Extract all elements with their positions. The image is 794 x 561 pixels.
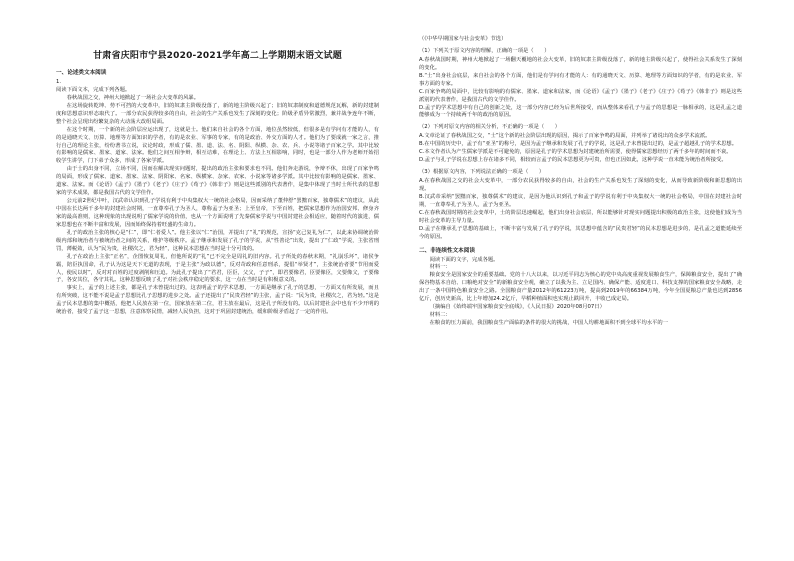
paragraph: 公元前2世纪中叶，汉武帝认识到孔子学说有利于中央集权大一统的社会格局，因而采纳了董仲舒“罢黜百家，独尊儒术”的建议，从此中国在长达两千多年的封建社会时期，一直尊奉孔子为圣人，尊称孟子为亚圣；上至皇帝，下至百姓，把儒家思想作为治国安邦、修身齐家的最高准则，这种现象的出现说明了儒家学说的价值，也从一个方面说明了先秦儒家学说与中国封建社会相适应，随着时代的演进，儒家思想也在不断丰富和发展，因而始终保持着旺盛的生命力。 [56,198,379,228]
option-a: A.在春秋战国之交的社会大变革中，一部分农民获得较多的自由，社会的生产关系也发生了深刻的变化，从而导致新阶级和新思想的出现。 [419,178,742,192]
paragraph: 孔子在政治上主张“正名”，企图恢复周礼，但他所说的“礼”已不完全是周礼的旧内容。孔子所处的春秋末期，“礼崩乐坏”，诸侯争霸，陪臣执国命，孔子认为这是天下无道的表现，于是主张“为政以德”，反对苛政和任意刑杀，提倡“举贤才”，主张统治者要“节用而爱人，使民以时”，反对对百姓的过度剥削和压迫。为此孔子提出了“君君，臣臣，父父，子子”，即君要像君，臣要像臣，父要像父，子要像子，各安其位，各守其礼。这种思想反映了孔子对社会秩序稳定的要求，这一点在当时是有积极意义的。 [56,253,379,284]
question-3: （3）根据原文内容，下列说法正确的一项是（ ） [419,169,545,176]
material-label: 材料一： [429,264,451,271]
paragraph: 粮食安全是国家安全的重要基础。党的十八大以来，以习近平同志为核心的党中央高度重视发展粮食生产，保障粮食安全，提出了“确保谷物基本自给、口粮绝对安全”的新粮食安全观，确立了以我为主、立足国内、确保产能、适度进口、科技支撑的国家粮食安全战略，走出了一条中国特色粮食安全之路。全国粮食产量2012年的61223万吨，提高到2019年的66384万吨，今年全国夏粮总产量也达到2856亿斤，创历史新高，比上年增加24.2亿斤，早稻种植面积也实现止跌回升，丰收已成定局。 [419,272,742,303]
paragraph: 事实上，孟子的上述主张，都是孔子未曾提出过的，这表明孟子的学术思想，一方面是继承了孔子的思想，一方面又有所发展，而且有所突破，这不能不说是孟子思想比孔子思想的进步之处。孟子还提出了“民贵君轻”的主张，孟子说：“民为贵，社稷次之，君为轻。”这是孟子民本思想的集中概括，他把人民放在第一位，国家放在第二位，君主放在最后，这是孔子所没有的。以后封建社会中也有不少开明的统治者，接受了孟子这一思想，注意体察民情，减轻人民负担，这对于巩固封建统治，缓和阶级矛盾起了一定的作用。 [56,285,379,316]
option-b: B.汉武帝采纳“罢黜百家，独尊儒术”的建议，是因为他认识到孔子和孟子的学说有利于中央集权大一统的社会格局，中国在封建社会时期，一直尊奉孔子为圣人，孟子为亚圣。 [419,193,742,208]
option-c: C.在春秋战国时期的社会变革中，士的阶层迅速崛起，他们出身社会底层，所以能够针对现实问题提出积极的政治主张，这使他们成为当时社会变革的主导力量。 [419,209,742,224]
instruction: 阅读下面的文字，完成各题。 [429,256,499,263]
question-number: 1. [56,79,62,85]
paragraph: 在这个时期，一个新的社会阶层应运出现了，这就是士。他们来自社会的各个方面，地位虽然较低，但很多是有学问有才能的人，有的是通晓天文、历算、地理等方面知识的学者，有的是农业、军事的专家，有的是政治、外交方面的人才。他们为了要成就一家之言，推行自己的理论主张，纷纷著书立说，议论时政，形成了儒、墨、道、法、名、阴阳、纵横、杂、农、兵、小说等诸子百家之学。其中比较有影响的是儒家、墨家、道家、法家。他们之间互相争辩，相互诘难，在理论上、方法上互相影响，同时，也是一部分人作为老师开始招收学生讲学，门下弟子众多，形成了各家学派。 [56,126,379,165]
section-heading-1: 一、论述类文本阅读 [56,70,107,76]
source-citation: （《中华早期国家与社会变革》节选） [419,36,507,42]
paragraph: 在粮食的压力面前，我国粮食生产面临的条件的很大的挑战，中国人均耕地面积不到全球平均水平的一 [429,320,668,326]
source-citation: （摘编自《始终端牢国家粮食安全底线》，《人民日报》2020年08月07日） [429,304,605,311]
option-d: D.孟子在继承孔子思想的基础上，不断丰富与发展了孔子的学说，其思想中蕴含的“民贵君轻”的民本思想是进步的，是孔孟之道能延续至今的原因。 [419,225,742,240]
question-1: （1）下列关于原文内容的理解，正确的一项是（ ） [419,47,550,54]
option-a: A.春秋战国时期，神州大地掀起了一场翻天覆地的社会大变革，旧的奴隶主阶级没落了，新的地主阶级兴起了，使得社会关系发生了深刻的变化。 [419,56,742,71]
material-label: 材料二： [429,312,451,319]
section-heading-2: 二、非连续性文本阅读 [419,247,475,254]
paragraph: 在这场旋转乾坤、势不可挡的大变革中，旧的奴隶主阶级没落了，新的地主阶级兴起了；旧的奴隶制度和道德规范瓦解，新的封建制度和思想意识形态取代了。一部分农民获得较多的自由，社会的生产关系也发生了深刻的变化；阶级矛盾异常激烈，兼并战争连年不断，整个社会呈现出纷繁复杂的大动荡大改组局面。 [56,102,379,125]
option-c: C.本文作者认为产生儒家学派是不可避免的，原因是孔子的学术思想为封建统治所需要，使得儒家思想经历了两千多年的时间而不衰。 [419,149,732,156]
paragraph: 孔子的政治主张的核心是“仁”，即“仁者爱人”。他主张以“仁”治国，并提出了“礼”的规范，宣扬“克己复礼为仁”，以此来协调统治阶级内部和统治者与被统治者之间的关系，维护等级秩序。孟子继承和发展了孔子的学说，从“性善论”出发，提出了“仁政”学说，主张省刑罚，薄税敛，认为“民为贵，社稷次之，君为轻”，这种民本思想在当时是十分可贵的。 [56,229,379,252]
page-title: 甘肃省庆阳市宁县2020-2021学年高二上学期期末语文试题 [93,51,342,61]
question-2: （2）下列对原文内容的相关分析，不正确的一项是（ ） [419,124,561,131]
instruction: 阅读下面文本，完成下列各题。 [56,86,131,93]
option-d: D.孟子的学术思想中有自己的创新之处，这一部分内容已经为后世所接受，而从整体来看孔子与孟子的思想是一脉相承的，这是孔孟之道能够成为一个持续两千年的政治的原因。 [419,104,742,119]
option-b: B.“士”出身社会底层，来自社会的各个方面，他们是有学问有才能的人：有的通晓天文、历算、地理等方面知识的学者，有的是农业、军事方面的专家。 [419,72,742,87]
paragraph: 春秋战国之交，神州大地掀起了一场社会大变革的风暴。 [66,94,200,101]
paragraph: 由于士的出身不同，立场不同，因而在解决现实问题时，提出的政治主张和要求也不同。他们奔走游说，争辩不休，出现了百家争鸣的局面，形成了儒家、道家、墨家、法家、阴阳家、名家、纵横家、杂家、农家、小说家等诸多学派。其中比较有影响的是儒家、墨家、道家、法家。而《论语》《孟子》《墨子》《老子》《庄子》《荀子》《韩非子》则是这些派别的代表著作，是集中体现了当时士所代表的思想家的学术成果，都是我国古代的文学佳作。 [56,166,379,197]
option-c: C.百家争鸣的局面中，比较有影响的有儒家、墨家、道家和法家，而《论语》《孟子》《墨子》《老子》《庄子》《荀子》《韩非子》则是这些派别的代表著作，是我国古代的文学佳作。 [419,88,742,103]
option-a: A.文章论证了春秋战国之交，“士”这个新的社会阶层出现的原因，揭示了百家争鸣的局面，并列举了诸说出的众多学术流派。 [419,133,711,140]
option-b: B.在中国的历史中，孟子有“亚圣”的称号，是因为孟子继承和发展了孔子的学说，这是孔子未曾提出过的，是孟子超越孔子的学术思想。 [419,141,738,148]
right-page [397,0,794,561]
option-d: D.孟子与孔子学说在思想上存在诸多不同，相较而言孟子的民本思想更为可贵，但也正因如此，这种学说一直未能为统治者所接受。 [419,157,727,164]
